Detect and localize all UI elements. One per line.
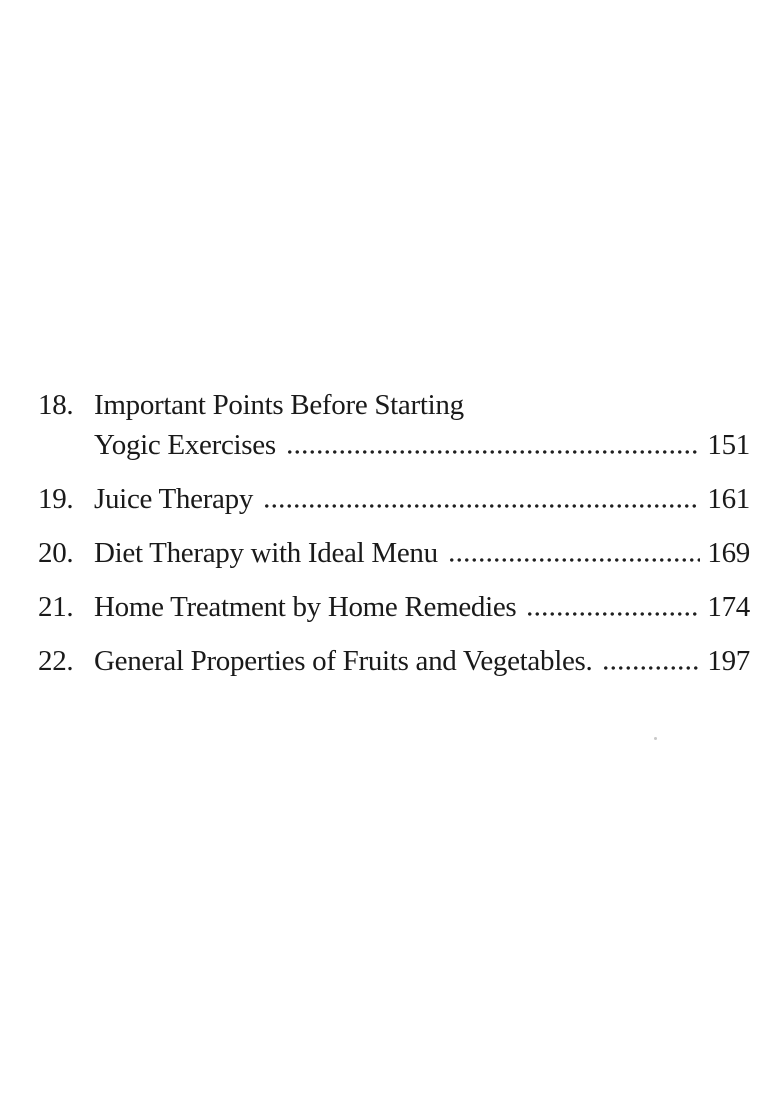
entry-title-line: Yogic Exercises [94,429,276,461]
toc-entry [38,641,750,681]
scan-speck-artifact [654,737,657,740]
dot-leader [263,504,700,508]
page-number: 174 [707,591,750,623]
toc-entry [38,479,750,519]
page-number: 197 [707,645,750,677]
entry-number: 20. [38,537,74,569]
page-number: 169 [707,537,750,569]
table-of-contents [38,385,750,695]
entry-title-line: Important Points Before Starting [94,389,464,421]
toc-entry-row [38,385,750,425]
page-number: 151 [707,429,750,461]
page-number: 161 [707,483,750,515]
entry-title-line: Diet Therapy with Ideal Menu [94,537,438,569]
dot-leader [526,612,700,616]
entry-title-line: Home Treatment by Home Remedies [94,591,517,623]
entry-number: 19. [38,483,74,515]
toc-entry-row [38,425,750,465]
toc-entry-row [38,587,750,627]
toc-entry-row [38,479,750,519]
toc-entry-row [38,533,750,573]
entry-number: 22. [38,645,74,677]
toc-entry [38,587,750,627]
dot-leader [448,558,701,562]
toc-entry [38,533,750,573]
entry-title-line: General Properties of Fruits and Vegetables. [94,645,593,677]
entry-title-line: Juice Therapy [94,483,254,515]
dot-leader [602,666,700,670]
entry-number: 21. [38,591,74,623]
toc-entry-row [38,641,750,681]
dot-leader [286,450,701,454]
toc-entry [38,385,750,465]
entry-number: 18. [38,389,74,421]
